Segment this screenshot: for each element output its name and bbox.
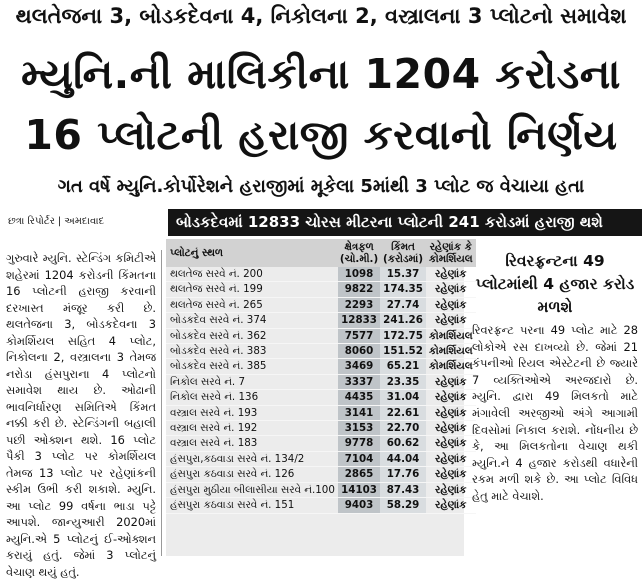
cell-use: રહેણાંક: [426, 421, 476, 436]
headline-line-2: 16 પ્લોટની હરાજી કરવાનો નિર્ણય: [24, 111, 618, 159]
table-row: [166, 344, 476, 359]
cell-area: 7104: [338, 451, 380, 466]
table-row: [166, 405, 476, 420]
left-story-body: ગુરુવારે મ્યુનિ. સ્ટેન્ડિંગ કમિટીએ શહેરમાં 1204 કરોડની કિંમતના 16 પ્લોટની હરાજી કરવાની દરખાસ્ત મંજૂર કરી છે. થલતેજના 3, બોડકદેવના 3 કોમર્શિયલ સહિત 4 પ્લોટ, નિકોલના 2, વસ્ત્રાલના 3 તેમજ નરોડા હંસપુરાના 4 પ્લોટનો સમાવેશ થાય છે. ઓઢાની ભાવનિર્ધારણ સમિતિએ કિંમત નક્કી કરી છે. સ્ટેન્ડિંગની બહાલી પછી ઓક્શન થશે. 16 પ્લોટ પૈકી 3 પ્લોટ પર કોમર્શિયલ તેમજ 13 પ્લોટ પર રહેણાંકની સ્કીમ ઉભી કરી શકાશે. મ્યુનિ. આ પ્લોટ 99 વર્ષના ભાડા પટ્ટે આપશે. જાન્યુઆરી 2020માં મ્યુનિ.એ 5 પ્લોટનું ઈ-ઓક્શન કરાયું હતું. જેમાં 3 પ્લોટનું વેચાણ થયું હતું.: [6, 250, 162, 556]
cell-use: રહેણાંક: [426, 436, 476, 451]
cell-price: 23.35: [380, 374, 426, 389]
cell-use: રહેણાંક: [426, 451, 476, 466]
cell-use: રહેણાંક: [426, 267, 476, 282]
cell-area: 7577: [338, 328, 380, 343]
cell-location: હંસપુરા કઠવાડા સરવે નં. 151: [166, 498, 338, 513]
table-row: [166, 467, 476, 482]
cell-area: 3469: [338, 359, 380, 374]
cell-area: 8060: [338, 344, 380, 359]
cell-price: 15.37: [380, 267, 426, 282]
kicker-line: થલતેજના 3, બોડકદેવના 4, નિકોલના 2, વસ્ત્રાલના 3 પ્લોટનો સમાવેશ: [15, 4, 627, 28]
cell-price: 151.52: [380, 344, 426, 359]
cell-price: 65.21: [380, 359, 426, 374]
header-location: પ્લોટનું સ્થળ: [166, 239, 338, 267]
cell-location: થલતેજ સરવે નં. 199: [166, 282, 338, 297]
cell-use: રહેણાંક: [426, 390, 476, 405]
table-row: [166, 498, 476, 513]
cell-use: કોમર્શિયલ: [426, 344, 476, 359]
cell-price: 172.75: [380, 328, 426, 343]
cell-use: રહેણાંક: [426, 374, 476, 389]
table-row: [166, 297, 476, 312]
cell-use: રહેણાંક: [426, 282, 476, 297]
table-row: [166, 328, 476, 343]
cell-price: 174.35: [380, 282, 426, 297]
byline-reporter: છત્રા રિપોર્ટર: [8, 216, 55, 227]
headline-line-1: મ્યુનિ.ની માલિકીના 1204 કરોડના: [21, 50, 621, 98]
plot-table: [166, 239, 473, 556]
plot-table-header-row: [166, 239, 476, 267]
cell-price: 60.62: [380, 436, 426, 451]
cell-area: 9403: [338, 498, 380, 513]
deck-subtitle: ગત વર્ષે મ્યુનિ.કોર્પોરેશને હરાજીમાં મૂકેલા 5માંથી 3 પ્લોટ જ વેચાયા હતા: [57, 176, 585, 197]
riverfront-body: રિવરફ્રન્ટ પરના 49 પ્લોટ માટે 28 લોકોએ રસ દાખવ્યો છે. જેમાં 21 કંપનીઓ રિયલ એસ્ટેટની છે જ્યારે 7 વ્યક્તિઓએ અરજદારો છે. મ્યુનિ. દ્વારા 49 મિલકતો માટે મંગાવેલી અરજીઓ અંગે આગામી દિવસોમાં નિકાલ કરાશે. નોંધનીય છે કે, આ મિલકતોના વેચાણ થકી મ્યુનિ.ને 4 હજાર કરોડથી વધારેની રકમ મળી શકે છે. આ પ્લોટ વિવિધ હેતુ માટે વેચાશે.: [472, 323, 638, 503]
cell-location: બોડકદેવ સરવે નં. 362: [166, 328, 338, 343]
table-row: [166, 390, 476, 405]
cell-location: થલતેજ સરવે નં. 200: [166, 267, 338, 282]
cell-location: વસ્ત્રાલ સરવે નં. 192: [166, 421, 338, 436]
cell-location: હંસપુરા કઠવાડા સરવે નં. 126: [166, 467, 338, 482]
cell-use: રહેણાંક: [426, 482, 476, 497]
cell-use: કોમર્શિયલ: [426, 328, 476, 343]
cell-area: 14103: [338, 482, 380, 497]
cell-use: કોમર્શિયલ: [426, 359, 476, 374]
table-subhead: બોડકદેવમાં 12833 ચોરસ મીટરના પ્લોટની 241 કરોડમાં હરાજી થશે: [168, 209, 642, 236]
table-row: [166, 451, 476, 466]
cell-price: 241.26: [380, 313, 426, 328]
cell-use: રહેણાંક: [426, 498, 476, 513]
cell-area: 9822: [338, 282, 380, 297]
table-row: [166, 436, 476, 451]
cell-price: 44.04: [380, 451, 426, 466]
cell-price: 27.74: [380, 297, 426, 312]
riverfront-headline: રિવરફ્રન્ટના 49 પ્લોટમાંથી 4 હજાર કરોડ મળશે: [475, 252, 635, 316]
table-row: [166, 313, 476, 328]
byline: [8, 216, 104, 227]
plot-table-grid: [166, 239, 476, 514]
table-row: [166, 374, 476, 389]
cell-location: થલતેજ સરવે નં. 265: [166, 297, 338, 312]
cell-location: વસ્ત્રાલ સરવે નં. 183: [166, 436, 338, 451]
table-row: [166, 267, 476, 282]
cell-location: નિકોલ સરવે નં. 7: [166, 374, 338, 389]
cell-area: 4435: [338, 390, 380, 405]
cell-location: બોડકદેવ સરવે નં. 374: [166, 313, 338, 328]
cell-area: 3337: [338, 374, 380, 389]
cell-use: રહેણાંક: [426, 313, 476, 328]
cell-location: નિકોલ સરવે નં. 136: [166, 390, 338, 405]
table-row: [166, 282, 476, 297]
cell-area: 1098: [338, 267, 380, 282]
cell-area: 2865: [338, 467, 380, 482]
cell-price: 31.04: [380, 390, 426, 405]
cell-area: 9778: [338, 436, 380, 451]
cell-price: 17.76: [380, 467, 426, 482]
header-area: ક્ષેત્રફળ (ચો.મી.): [339, 241, 379, 265]
cell-location: હંસપુરા,કઠવાડા સરવે નં. 134/2: [166, 451, 338, 466]
cell-price: 58.29: [380, 498, 426, 513]
byline-separator: |: [57, 216, 62, 227]
cell-area: 2293: [338, 297, 380, 312]
cell-price: 22.61: [380, 405, 426, 420]
cell-price: 22.70: [380, 421, 426, 436]
cell-location: હંસપુરા મુઠીયા બીલાસીયા સરવે નં.100: [166, 482, 338, 497]
header-use: રહેણાંક કે કોમર્શિયલ: [426, 239, 476, 267]
cell-price: 87.43: [380, 482, 426, 497]
riverfront-story: [472, 250, 638, 556]
cell-area: 12833: [338, 313, 380, 328]
cell-use: રહેણાંક: [426, 405, 476, 420]
cell-use: રહેણાંક: [426, 467, 476, 482]
cell-location: બોડકદેવ સરવે નં. 383: [166, 344, 338, 359]
byline-city: અમદાવાદ: [64, 216, 105, 227]
cell-location: બોડકદેવ સરવે નં. 385: [166, 359, 338, 374]
header-price: કિંમત (કરોડમાં): [380, 239, 426, 267]
cell-area: 3141: [338, 405, 380, 420]
cell-use: રહેણાંક: [426, 297, 476, 312]
cell-area: 3153: [338, 421, 380, 436]
table-row: [166, 482, 476, 497]
table-row: [166, 359, 476, 374]
cell-location: વસ્ત્રાલ સરવે નં. 193: [166, 405, 338, 420]
table-row: [166, 421, 476, 436]
